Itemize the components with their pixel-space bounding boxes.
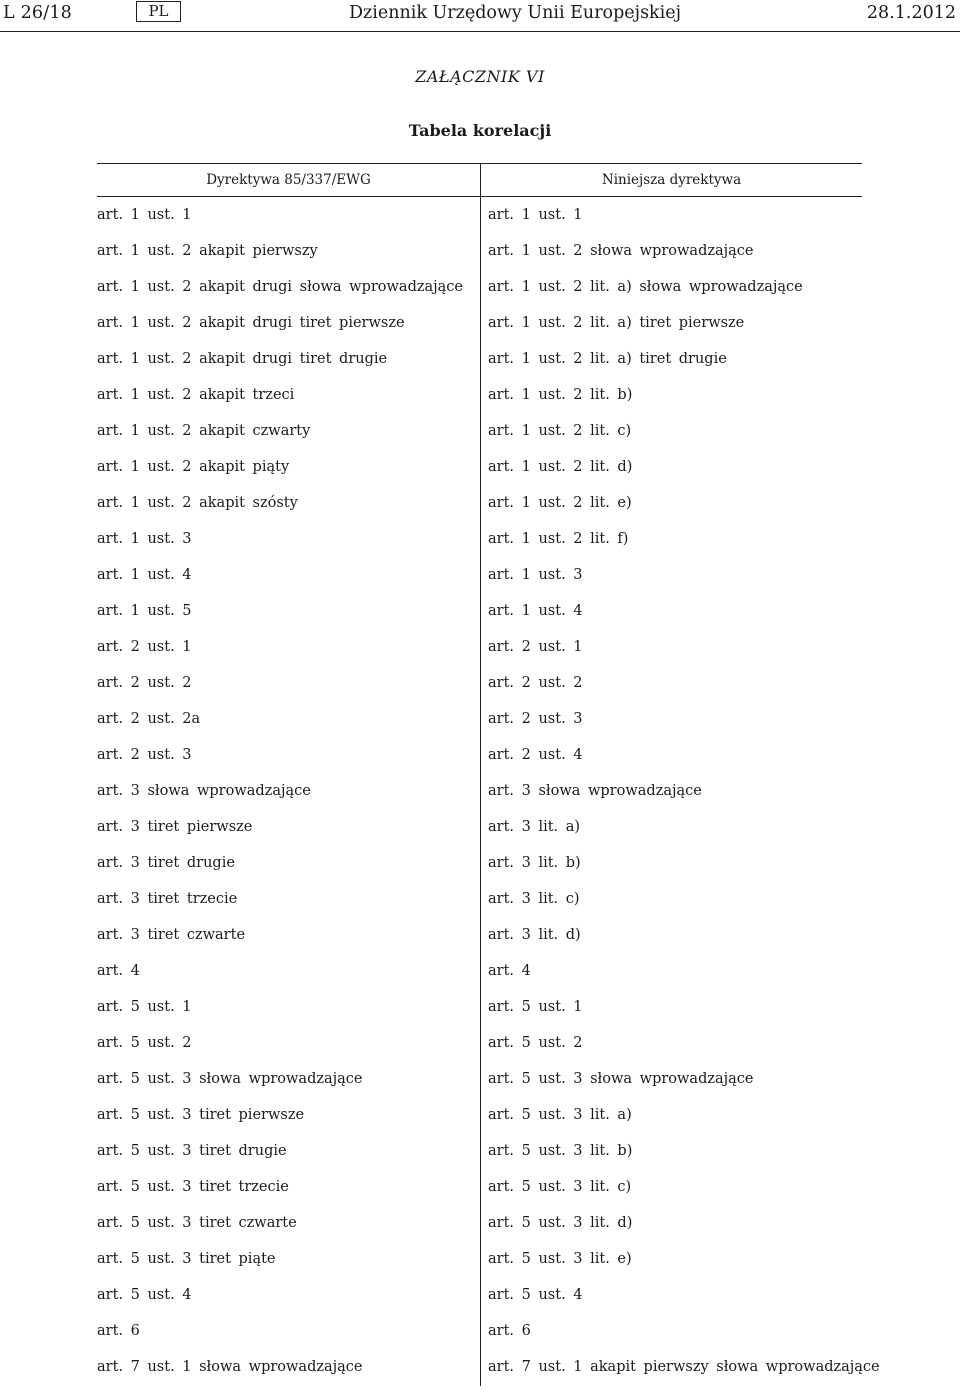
cell-old-directive: art. 5 ust. 3 tiret trzecie bbox=[97, 1179, 289, 1195]
cell-new-directive: art. 1 ust. 2 lit. b) bbox=[488, 387, 633, 403]
cell-new-directive: art. 1 ust. 2 lit. a) tiret pierwsze bbox=[488, 315, 745, 331]
correlation-table-body bbox=[0, 204, 960, 1392]
cell-old-directive: art. 2 ust. 2 bbox=[97, 675, 192, 691]
table-row bbox=[0, 600, 960, 636]
header-rule bbox=[0, 31, 960, 32]
table-row bbox=[0, 1176, 960, 1212]
cell-new-directive: art. 3 lit. a) bbox=[488, 819, 581, 835]
table-row bbox=[0, 1356, 960, 1392]
table-row bbox=[0, 708, 960, 744]
cell-old-directive: art. 5 ust. 3 tiret pierwsze bbox=[97, 1107, 305, 1123]
table-row bbox=[0, 1104, 960, 1140]
cell-new-directive: art. 5 ust. 3 lit. d) bbox=[488, 1215, 633, 1231]
table-row bbox=[0, 636, 960, 672]
cell-old-directive: art. 1 ust. 2 akapit trzeci bbox=[97, 387, 295, 403]
cell-new-directive: art. 6 bbox=[488, 1323, 531, 1339]
cell-old-directive: art. 3 tiret drugie bbox=[97, 855, 235, 871]
table-row bbox=[0, 780, 960, 816]
cell-old-directive: art. 1 ust. 2 akapit drugi słowa wprowadzające bbox=[97, 279, 463, 295]
table-row bbox=[0, 456, 960, 492]
cell-new-directive: art. 5 ust. 4 bbox=[488, 1287, 583, 1303]
cell-new-directive: art. 1 ust. 2 lit. a) słowa wprowadzające bbox=[488, 279, 803, 295]
annex-title: ZAŁĄCZNIK VI bbox=[415, 67, 545, 86]
cell-new-directive: art. 1 ust. 3 bbox=[488, 567, 583, 583]
cell-old-directive: art. 7 ust. 1 słowa wprowadzające bbox=[97, 1359, 363, 1375]
cell-old-directive: art. 5 ust. 3 tiret czwarte bbox=[97, 1215, 297, 1231]
cell-old-directive: art. 1 ust. 2 akapit czwarty bbox=[97, 423, 311, 439]
table-row bbox=[0, 924, 960, 960]
cell-new-directive: art. 3 lit. b) bbox=[488, 855, 581, 871]
cell-new-directive: art. 1 ust. 2 słowa wprowadzające bbox=[488, 243, 754, 259]
table-row bbox=[0, 1032, 960, 1068]
table-row bbox=[0, 852, 960, 888]
table-row bbox=[0, 888, 960, 924]
cell-new-directive: art. 7 ust. 1 akapit pierwszy słowa wprowadzające bbox=[488, 1359, 880, 1375]
cell-new-directive: art. 5 ust. 3 lit. c) bbox=[488, 1179, 632, 1195]
cell-new-directive: art. 5 ust. 3 lit. b) bbox=[488, 1143, 633, 1159]
cell-new-directive: art. 3 słowa wprowadzające bbox=[488, 783, 702, 799]
cell-old-directive: art. 4 bbox=[97, 963, 140, 979]
table-row bbox=[0, 1212, 960, 1248]
cell-new-directive: art. 1 ust. 4 bbox=[488, 603, 583, 619]
cell-new-directive: art. 3 lit. c) bbox=[488, 891, 580, 907]
cell-new-directive: art. 1 ust. 2 lit. e) bbox=[488, 495, 632, 511]
cell-old-directive: art. 5 ust. 2 bbox=[97, 1035, 192, 1051]
cell-old-directive: art. 3 tiret pierwsze bbox=[97, 819, 253, 835]
cell-old-directive: art. 1 ust. 5 bbox=[97, 603, 192, 619]
table-row bbox=[0, 1140, 960, 1176]
table-row bbox=[0, 204, 960, 240]
cell-old-directive: art. 1 ust. 3 bbox=[97, 531, 192, 547]
table-row bbox=[0, 1068, 960, 1104]
cell-new-directive: art. 1 ust. 2 lit. a) tiret drugie bbox=[488, 351, 727, 367]
table-row bbox=[0, 744, 960, 780]
cell-new-directive: art. 5 ust. 1 bbox=[488, 999, 583, 1015]
cell-old-directive: art. 1 ust. 2 akapit szósty bbox=[97, 495, 298, 511]
cell-old-directive: art. 3 tiret czwarte bbox=[97, 927, 246, 943]
cell-new-directive: art. 4 bbox=[488, 963, 531, 979]
cell-old-directive: art. 5 ust. 4 bbox=[97, 1287, 192, 1303]
table-row bbox=[0, 960, 960, 996]
table-row bbox=[0, 1320, 960, 1356]
cell-old-directive: art. 1 ust. 4 bbox=[97, 567, 192, 583]
table-row bbox=[0, 528, 960, 564]
cell-old-directive: art. 2 ust. 3 bbox=[97, 747, 192, 763]
table-row bbox=[0, 672, 960, 708]
table-row bbox=[0, 1248, 960, 1284]
cell-old-directive: art. 1 ust. 2 akapit pierwszy bbox=[97, 243, 318, 259]
cell-new-directive: art. 3 lit. d) bbox=[488, 927, 581, 943]
cell-new-directive: art. 5 ust. 2 bbox=[488, 1035, 583, 1051]
table-title: Tabela korelacji bbox=[408, 121, 552, 140]
page-header bbox=[0, 0, 960, 32]
table-row bbox=[0, 564, 960, 600]
table-row bbox=[0, 276, 960, 312]
cell-old-directive: art. 6 bbox=[97, 1323, 140, 1339]
cell-old-directive: art. 1 ust. 2 akapit piąty bbox=[97, 459, 290, 475]
table-row bbox=[0, 492, 960, 528]
cell-new-directive: art. 2 ust. 2 bbox=[488, 675, 583, 691]
cell-old-directive: art. 3 słowa wprowadzające bbox=[97, 783, 311, 799]
table-row bbox=[0, 420, 960, 456]
cell-old-directive: art. 2 ust. 2a bbox=[97, 711, 201, 727]
cell-new-directive: art. 2 ust. 1 bbox=[488, 639, 583, 655]
table-row bbox=[0, 240, 960, 276]
cell-new-directive: art. 2 ust. 3 bbox=[488, 711, 583, 727]
cell-new-directive: art. 2 ust. 4 bbox=[488, 747, 583, 763]
table-row bbox=[0, 312, 960, 348]
cell-new-directive: art. 5 ust. 3 lit. a) bbox=[488, 1107, 632, 1123]
cell-new-directive: art. 1 ust. 2 lit. d) bbox=[488, 459, 633, 475]
table-row bbox=[0, 1284, 960, 1320]
cell-old-directive: art. 2 ust. 1 bbox=[97, 639, 192, 655]
cell-old-directive: art. 1 ust. 1 bbox=[97, 207, 192, 223]
cell-new-directive: art. 5 ust. 3 słowa wprowadzające bbox=[488, 1071, 754, 1087]
cell-new-directive: art. 1 ust. 2 lit. c) bbox=[488, 423, 632, 439]
table-row bbox=[0, 996, 960, 1032]
cell-new-directive: art. 1 ust. 2 lit. f) bbox=[488, 531, 629, 547]
cell-old-directive: art. 5 ust. 1 bbox=[97, 999, 192, 1015]
language-badge: PL bbox=[136, 1, 181, 22]
cell-old-directive: art. 5 ust. 3 słowa wprowadzające bbox=[97, 1071, 363, 1087]
cell-old-directive: art. 5 ust. 3 tiret drugie bbox=[97, 1143, 287, 1159]
cell-old-directive: art. 3 tiret trzecie bbox=[97, 891, 238, 907]
cell-old-directive: art. 5 ust. 3 tiret piąte bbox=[97, 1251, 276, 1267]
cell-new-directive: art. 1 ust. 1 bbox=[488, 207, 583, 223]
page-number: L 26/18 bbox=[3, 3, 73, 23]
column-header-new-directive: Niniejsza dyrektywa bbox=[601, 172, 742, 188]
table-row bbox=[0, 348, 960, 384]
journal-title: Dziennik Urzędowy Unii Europejskiej bbox=[349, 3, 682, 23]
cell-new-directive: art. 5 ust. 3 lit. e) bbox=[488, 1251, 632, 1267]
cell-old-directive: art. 1 ust. 2 akapit drugi tiret pierwsze bbox=[97, 315, 405, 331]
table-row bbox=[0, 384, 960, 420]
table-row bbox=[0, 816, 960, 852]
publication-date: 28.1.2012 bbox=[866, 3, 956, 23]
cell-old-directive: art. 1 ust. 2 akapit drugi tiret drugie bbox=[97, 351, 388, 367]
column-header-old-directive: Dyrektywa 85/337/EWG bbox=[206, 172, 371, 188]
